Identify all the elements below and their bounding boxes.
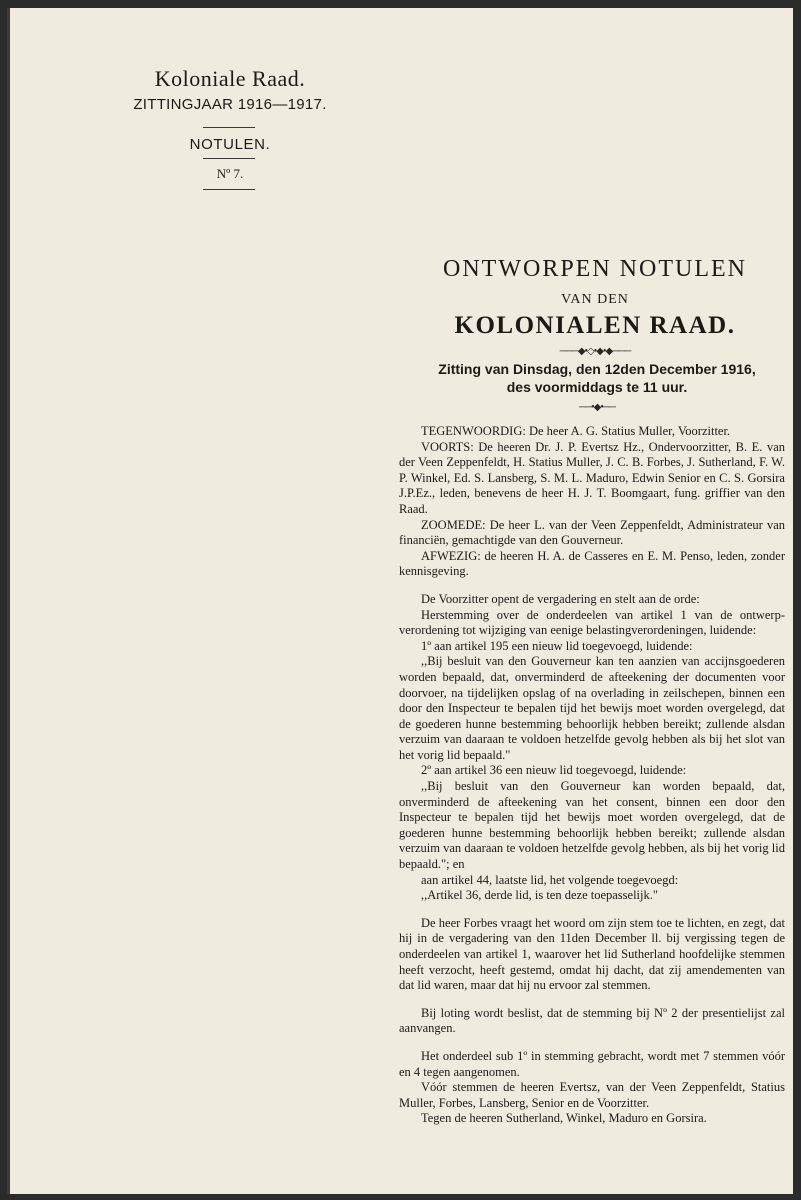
paragraph: Bij loting wordt beslist, dat de stemming bij Nº 2 der presentielijst zal aanvangen. [399, 1005, 785, 1036]
ornament-divider-small: ──•◆•── [578, 402, 616, 413]
paragraph: Vóór stemmen de heeren Evertsz, van der Veen Zeppenfeldt, Statius Muller, Forbes, Lansberg, Senior en de Voorzitter. [399, 1080, 785, 1110]
doc-title-sub: VAN DEN [561, 292, 629, 307]
paragraph: aan artikel 44, laatste lid, het volgende toegevoegd: [421, 872, 679, 887]
attendance-absent: AFWEZIG: de heeren H. A. de Casseres en E. M. Penso, leden, zonder kennisgeving. [399, 548, 785, 579]
paragraph: 2º aan artikel 36 een nieuw lid toegevoegd, luidende: [421, 763, 687, 778]
section-label: NOTULEN. [189, 136, 271, 153]
attendance-members: VOORTS: De heeren Dr. J. P. Evertsz Hz., Ondervoorzitter, B. E. van der Veen Zeppenfeldt, H. Statius Muller, J. C. B. Forbes, J. Sutherland, F. W. P. Winkel, Ed. S. Lansberg, S. M. L. Maduro, Edwin Senior en C. S. Gorsira J.P.Ez., leden, benevens de heer H. J. T. Boomgaart, fung. griffier van den Raad. [399, 439, 785, 516]
session-year: ZITTINGJAAR 1916—1917. [133, 96, 327, 113]
paragraph: Tegen de heeren Sutherland, Winkel, Maduro en Gorsira. [421, 1111, 707, 1126]
divider [203, 158, 255, 159]
binding-edge [7, 8, 10, 1194]
paragraph: De Voorzitter opent de vergadering en stelt aan de orde: [421, 591, 700, 606]
ornament-divider: ───◆•◇•◆•◆─── [559, 346, 631, 357]
attendance-present: TEGENWOORDIG: De heer A. G. Statius Muller, Voorzitter. [421, 424, 731, 438]
session-time: des voormiddags te 11 uur. [506, 379, 688, 395]
minutes-body [399, 424, 785, 1127]
session-heading [411, 360, 783, 396]
quotation: ,,Bij besluit van den Gouverneur kan ten aanzien van accijnsgoederen worden bepaald, dat, onverminderd de afteekening der documenten voor doorvoer, na tijdelijken opslag of na overlading in zeilschepen, binnen een door den Inspecteur te bepalen tijd het bewijs moet worden overgelegd, dat de goederen hunne bestemming behoorlijk hebben bereikt; zullende alsdan verzuim van daaraan te voldoen hetzelfde gevolg hebben als bij het slot van het vorig lid bepaald." [399, 654, 785, 762]
doc-title-main: KOLONIALEN RAAD. [454, 312, 736, 339]
issue-number: Nº 7. [216, 166, 244, 181]
council-title: Koloniale Raad. [154, 66, 306, 91]
attendance-also: ZOOMEDE: De heer L. van der Veen Zeppenfeldt, Administrateur van financiën, gemachtigde van den Gouverneur. [399, 517, 785, 548]
session-date: Zitting van Dinsdag, den 12den December 1916, [438, 361, 756, 377]
paragraph: Herstemming over de onderdeelen van artikel 1 van de ontwerp-verordening tot wijziging van eenige belastingverordeningen, luidende: [399, 607, 785, 638]
document-page [7, 8, 793, 1194]
doc-title: ONTWORPEN NOTULEN [443, 256, 747, 282]
divider [203, 127, 255, 128]
paragraph: De heer Forbes vraagt het woord om zijn stem toe te lichten, en zegt, dat hij in de vergadering van den 11den December ll. bij vergissing tegen de onderdeelen van artikel 1, waarover het lid Sutherland hoofdelijke stemmen heeft verzocht, heeft gestemd, omdat hij dacht, dat zij amendementen van dat lid waren, maar dat hij nu ervoor zal stemmen. [399, 915, 785, 993]
quotation: ,,Artikel 36, derde lid, is ten deze toepasselijk." [421, 888, 658, 903]
paragraph: 1º aan artikel 195 een nieuw lid toegevoegd, luidende: [421, 638, 693, 653]
quotation: ,,Bij besluit van den Gouverneur kan worden bepaald, dat, onverminderd de afteekening van het consent, binnen een door den Inspecteur te bepalen tijd het bewijs moet worden overgelegd, dat de goederen hunne bestemming behoorlijk hebben bereikt; zullende alsdan verzuim van daaraan te voldoen hetzelfde gevolg hebben, als bij het vorig lid bepaald."; en [399, 779, 785, 872]
divider [203, 189, 255, 190]
paragraph: Het onderdeel sub 1º in stemming gebracht, wordt met 7 stemmen vóór en 4 tegen aangenomen. [399, 1048, 785, 1079]
